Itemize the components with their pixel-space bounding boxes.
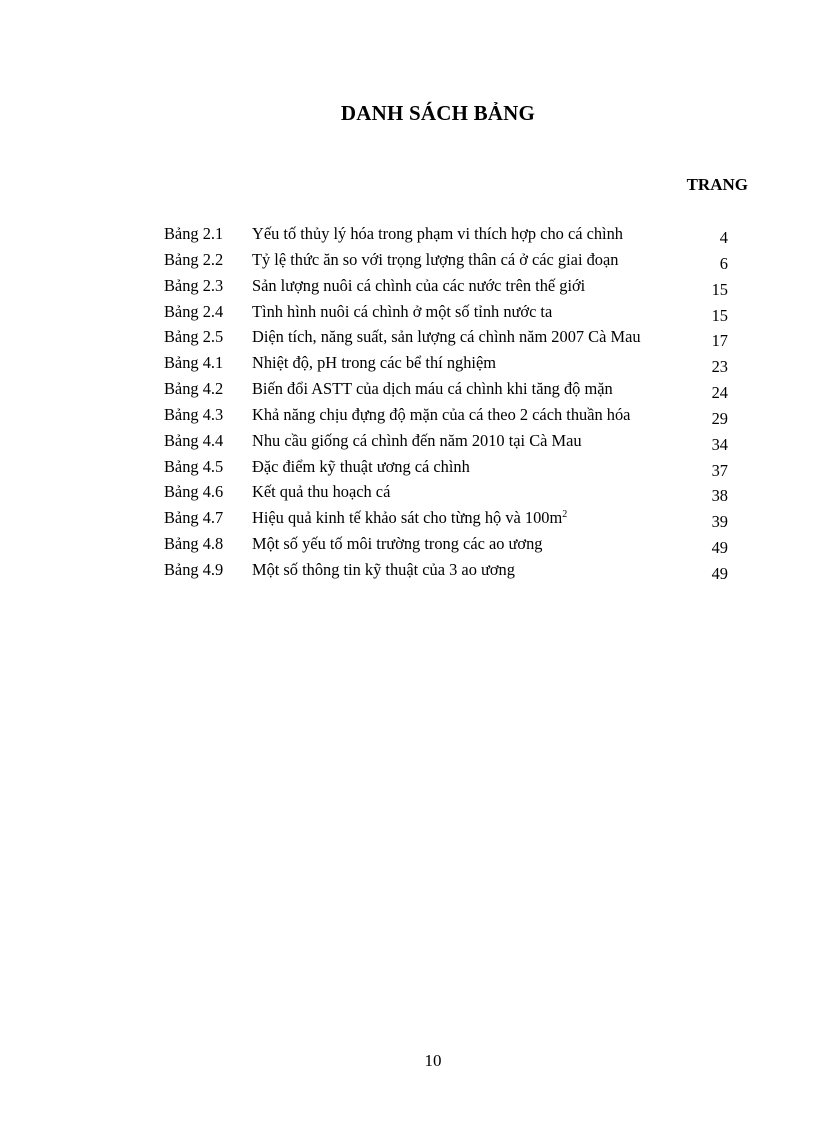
table-caption-text: Một số yếu tố môi trường trong các ao ương	[252, 534, 543, 554]
table-caption	[252, 404, 630, 426]
list-item	[164, 326, 734, 352]
table-caption	[252, 559, 515, 581]
table-caption-text: Tình hình nuôi cá chình ở một số tỉnh nước ta	[252, 301, 553, 321]
table-caption-text: Yếu tố thủy lý hóa trong phạm vi thích hợp cho cá chình	[252, 224, 624, 243]
superscript: 2	[562, 509, 568, 521]
list-item	[164, 430, 734, 456]
table-page-number: 6	[719, 253, 728, 273]
list-item	[164, 378, 734, 404]
table-label: Bảng 4.4	[164, 430, 224, 450]
list-item	[164, 456, 734, 482]
table-page-number: 15	[711, 305, 728, 325]
list-item	[164, 223, 734, 249]
table-caption-text: Nhu cầu giống cá chình đến năm 2010 tại Cà Mau	[252, 430, 582, 450]
list-item	[164, 559, 734, 585]
table-caption-text: Biến đổi ASTT của dịch máu cá chình khi tăng độ mặn	[252, 379, 613, 399]
table-caption	[252, 249, 618, 271]
table-page-number: 17	[711, 331, 728, 351]
table-caption-text: Diện tích, năng suất, sản lượng cá chình năm 2007 Cà Mau	[252, 327, 641, 347]
table-caption-text: Kết quả thu hoạch cá	[252, 482, 391, 502]
table-label: Bảng 4.1	[164, 353, 224, 373]
table-caption-text: Sản lượng nuôi cá chình của các nước trên thế giới	[252, 275, 586, 295]
table-label: Bảng 4.3	[164, 404, 224, 424]
list-item	[164, 533, 734, 559]
list-item	[164, 481, 734, 507]
list-item	[164, 301, 734, 327]
table-caption	[252, 378, 613, 400]
page-number: 10	[424, 1051, 442, 1070]
list-item	[164, 352, 734, 378]
table-caption-text: Hiệu quả kinh tế khảo sát cho từng hộ và 100m	[252, 508, 563, 528]
table-page-number: 37	[711, 460, 728, 480]
list-item	[164, 404, 734, 430]
table-caption	[252, 507, 567, 529]
table-caption	[252, 481, 390, 503]
table-page-number: 49	[711, 538, 728, 558]
table-label: Bảng 2.2	[164, 249, 224, 269]
table-caption	[252, 430, 582, 452]
table-label: Bảng 4.8	[164, 534, 224, 554]
page-column-header: TRANG	[686, 175, 748, 194]
table-label: Bảng 2.1	[164, 224, 224, 243]
table-caption	[252, 223, 623, 245]
table-page-number: 15	[711, 279, 728, 299]
table-caption-text: Nhiệt độ, pH trong các bể thí nghiệm	[252, 353, 496, 373]
table-label: Bảng 4.2	[164, 379, 224, 399]
table-page-number: 23	[711, 357, 728, 377]
table-page-number: 49	[711, 563, 728, 583]
table-caption-text: Khả năng chịu đựng độ mặn của cá theo 2 cách thuần hóa	[252, 404, 631, 424]
table-label: Bảng 4.6	[164, 482, 224, 502]
table-label: Bảng 2.5	[164, 327, 224, 347]
table-caption	[252, 275, 585, 297]
table-page-number: 34	[711, 434, 728, 454]
table-label: Bảng 2.3	[164, 275, 224, 295]
table-label: Bảng 4.5	[164, 456, 224, 476]
table-label: Bảng 2.4	[164, 301, 224, 321]
table-caption-text: Đặc điểm kỹ thuật ương cá chình	[252, 456, 470, 476]
table-page-number: 39	[711, 512, 728, 532]
table-page-number: 38	[711, 486, 728, 506]
table-page-number: 4	[719, 228, 728, 247]
table-label: Bảng 4.9	[164, 559, 224, 579]
table-page-number: 29	[711, 408, 728, 428]
table-caption	[252, 326, 641, 348]
table-label: Bảng 4.7	[164, 508, 224, 528]
table-caption-text: Một số thông tin kỹ thuật của 3 ao ương	[252, 559, 515, 579]
table-caption-text: Tỷ lệ thức ăn so với trọng lượng thân cá ở các giai đoạn	[252, 249, 619, 269]
table-caption	[252, 533, 542, 555]
page-title: DANH SÁCH BẢNG	[340, 101, 536, 125]
table-list	[164, 223, 734, 585]
table-caption	[252, 352, 496, 374]
list-item	[164, 249, 734, 275]
list-item	[164, 275, 734, 301]
table-caption	[252, 456, 470, 478]
list-item	[164, 507, 734, 533]
table-caption	[252, 301, 552, 323]
table-page-number: 24	[711, 383, 728, 403]
